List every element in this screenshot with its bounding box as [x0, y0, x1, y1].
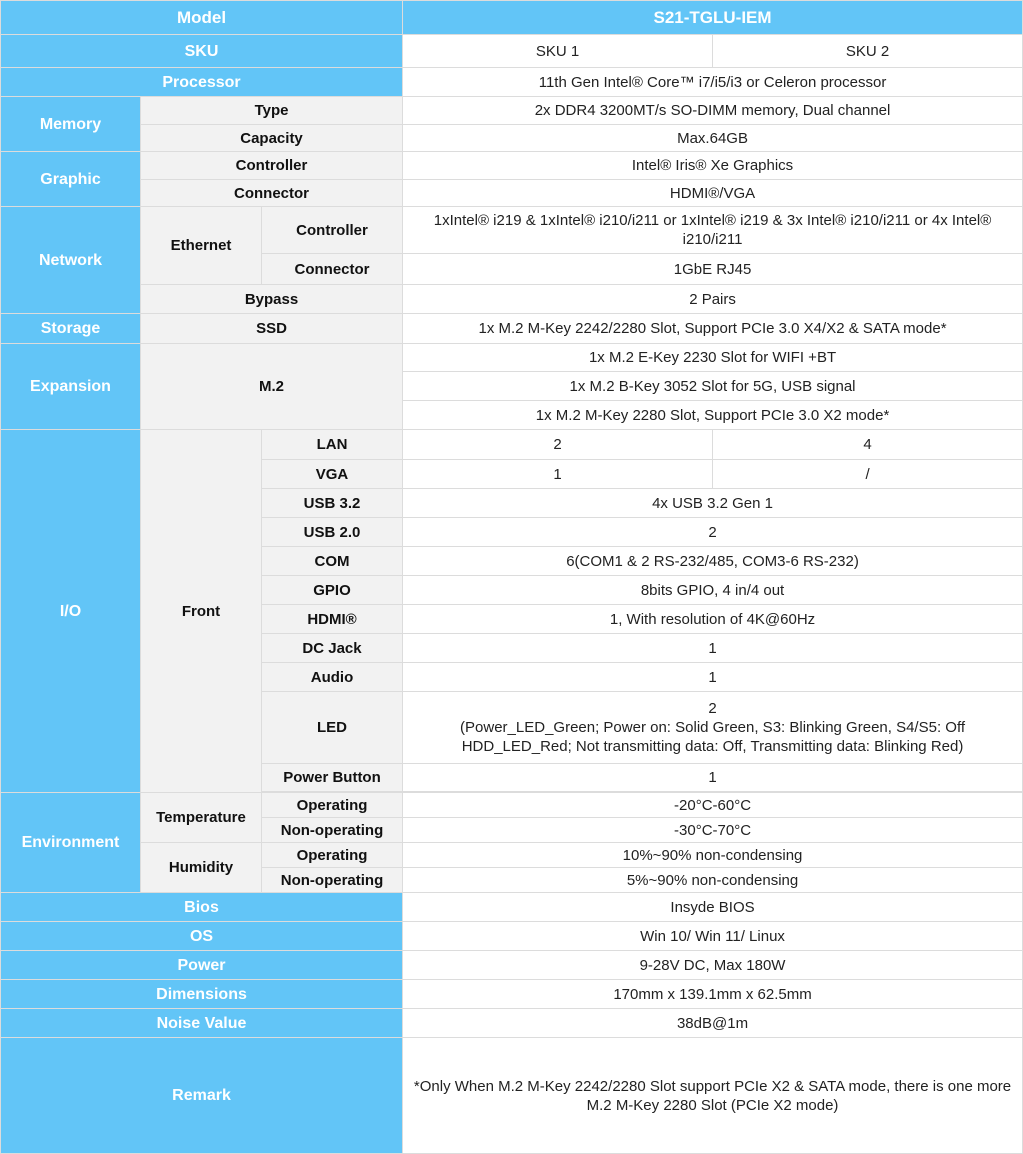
ethernet-controller-value: 1xIntel® i219 & 1xIntel® i210/i211 or 1xIntel® i219 & 3x Intel® i210/i211 or 4x Intel® i210/i211 [403, 207, 1023, 254]
row-env-hum-operating [1, 843, 1023, 868]
m2-value-3: 1x M.2 M-Key 2280 Slot, Support PCIe 3.0 X2 mode* [403, 401, 1023, 430]
remark-label: Remark [1, 1038, 403, 1154]
usb32-label: USB 3.2 [262, 489, 403, 518]
lan-sku2-value: 4 [713, 430, 1023, 460]
led-label: LED [262, 692, 403, 764]
processor-label: Processor [1, 68, 403, 97]
row-noise [1, 1009, 1023, 1038]
row-memory-capacity [1, 125, 1023, 152]
row-network-controller [1, 207, 1023, 254]
audio-label: Audio [262, 663, 403, 692]
temperature-label: Temperature [141, 793, 262, 843]
row-network-bypass [1, 285, 1023, 314]
network-label: Network [1, 207, 141, 314]
row-graphic-controller [1, 152, 1023, 180]
hum-nonoperating-value: 5%~90% non-condensing [403, 868, 1023, 893]
row-dimensions [1, 980, 1023, 1009]
row-os [1, 922, 1023, 951]
memory-capacity-value: Max.64GB [403, 125, 1023, 152]
row-memory-type [1, 97, 1023, 125]
gpio-value: 8bits GPIO, 4 in/4 out [403, 576, 1023, 605]
hdmi-label: HDMI® [262, 605, 403, 634]
vga-sku2-value: / [713, 460, 1023, 489]
lan-sku1-value: 2 [403, 430, 713, 460]
ethernet-label: Ethernet [141, 207, 262, 285]
os-label: OS [1, 922, 403, 951]
usb20-value: 2 [403, 518, 1023, 547]
sku1-value: SKU 1 [403, 35, 713, 68]
com-value: 6(COM1 & 2 RS-232/485, COM3-6 RS-232) [403, 547, 1023, 576]
ethernet-connector-value: 1GbE RJ45 [403, 254, 1023, 285]
graphic-label: Graphic [1, 152, 141, 207]
com-label: COM [262, 547, 403, 576]
gpio-label: GPIO [262, 576, 403, 605]
m2-value-1: 1x M.2 E-Key 2230 Slot for WIFI +BT [403, 344, 1023, 372]
sku2-value: SKU 2 [713, 35, 1023, 68]
temp-operating-label: Operating [262, 793, 403, 818]
temp-nonoperating-value: -30°C-70°C [403, 818, 1023, 843]
led-line-2: (Power_LED_Green; Power on: Solid Green, S3: Blinking Green, S4/S5: Off [460, 719, 966, 736]
dimensions-label: Dimensions [1, 980, 403, 1009]
model-value: S21-TGLU-IEM [403, 1, 1023, 35]
processor-value: 11th Gen Intel® Core™ i7/i5/i3 or Celeron processor [403, 68, 1023, 97]
memory-label: Memory [1, 97, 141, 152]
bios-value: Insyde BIOS [403, 893, 1023, 922]
temp-nonoperating-label: Non-operating [262, 818, 403, 843]
led-value [403, 692, 1023, 764]
dimensions-value: 170mm x 139.1mm x 62.5mm [403, 980, 1023, 1009]
m2-label: M.2 [141, 344, 403, 430]
memory-type-value: 2x DDR4 3200MT/s SO-DIMM memory, Dual channel [403, 97, 1023, 125]
memory-capacity-label: Capacity [141, 125, 403, 152]
environment-label: Environment [1, 793, 141, 893]
vga-sku1-value: 1 [403, 460, 713, 489]
row-graphic-connector [1, 180, 1023, 207]
front-label: Front [141, 430, 262, 793]
graphic-connector-value: HDMI®/VGA [403, 180, 1023, 207]
row-model [1, 1, 1023, 35]
hdmi-value: 1, With resolution of 4K@60Hz [403, 605, 1023, 634]
bios-label: Bios [1, 893, 403, 922]
audio-value: 1 [403, 663, 1023, 692]
row-io-lan [1, 430, 1023, 460]
lan-label: LAN [262, 430, 403, 460]
row-expansion-1 [1, 344, 1023, 372]
power-label: Power [1, 951, 403, 980]
usb20-label: USB 2.0 [262, 518, 403, 547]
storage-label: Storage [1, 314, 141, 344]
row-storage [1, 314, 1023, 344]
hum-operating-label: Operating [262, 843, 403, 868]
model-label: Model [1, 1, 403, 35]
memory-type-label: Type [141, 97, 403, 125]
graphic-controller-value: Intel® Iris® Xe Graphics [403, 152, 1023, 180]
row-remark [1, 1038, 1023, 1154]
graphic-controller-label: Controller [141, 152, 403, 180]
graphic-connector-label: Connector [141, 180, 403, 207]
os-value: Win 10/ Win 11/ Linux [403, 922, 1023, 951]
usb32-value: 4x USB 3.2 Gen 1 [403, 489, 1023, 518]
row-power [1, 951, 1023, 980]
power-value: 9-28V DC, Max 180W [403, 951, 1023, 980]
remark-value: *Only When M.2 M-Key 2242/2280 Slot support PCIe X2 & SATA mode, there is one more M.2 M-Key 2280 Slot (PCIe X2 mode) [403, 1038, 1023, 1154]
led-line-1: 2 [708, 700, 717, 717]
led-line-3: HDD_LED_Red; Not transmitting data: Off, Transmitting data: Blinking Red) [461, 738, 964, 755]
hum-operating-value: 10%~90% non-condensing [403, 843, 1023, 868]
power-button-label: Power Button [262, 764, 403, 792]
m2-value-2: 1x M.2 B-Key 3052 Slot for 5G, USB signal [403, 372, 1023, 401]
dcjack-label: DC Jack [262, 634, 403, 663]
noise-label: Noise Value [1, 1009, 403, 1038]
humidity-label: Humidity [141, 843, 262, 893]
hum-nonoperating-label: Non-operating [262, 868, 403, 893]
sku-label: SKU [1, 35, 403, 68]
vga-label: VGA [262, 460, 403, 489]
io-label: I/O [1, 430, 141, 793]
bypass-label: Bypass [141, 285, 403, 314]
bypass-value: 2 Pairs [403, 285, 1023, 314]
dcjack-value: 1 [403, 634, 1023, 663]
expansion-label: Expansion [1, 344, 141, 430]
ethernet-connector-label: Connector [262, 254, 403, 285]
temp-operating-value: -20°C-60°C [403, 793, 1023, 818]
row-env-temp-operating [1, 793, 1023, 818]
row-processor [1, 68, 1023, 97]
ssd-label: SSD [141, 314, 403, 344]
ssd-value: 1x M.2 M-Key 2242/2280 Slot, Support PCIe 3.0 X4/X2 & SATA mode* [403, 314, 1023, 344]
row-bios [1, 893, 1023, 922]
ethernet-controller-label: Controller [262, 207, 403, 254]
noise-value: 38dB@1m [403, 1009, 1023, 1038]
power-button-value: 1 [403, 764, 1023, 792]
row-sku [1, 35, 1023, 68]
